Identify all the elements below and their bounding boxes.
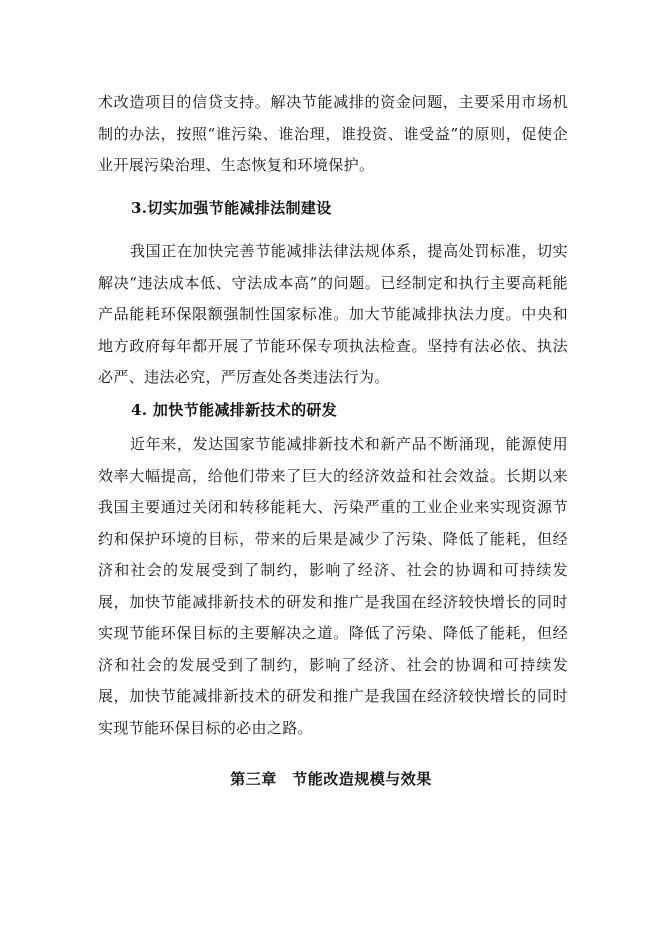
section-4-paragraph: 近年来，发达国家节能减排新技术和新产品不断涌现，能源使用效率大幅提高，给他们带来了巨大的经济效益和社会效益。长期以来我国主要通过关闭和转移能耗大、污染严重的工业企业来实现资源节约和保护环境的目标，带来的后果是减少了污染、降低了能耗，但经济和社会的发展受到了制约，影响了经济、社会的协调和可持续发展，加快节能减排新技术的研发和推广是我国在经济较快增长的同时实现节能环保目标的主要解决之道。降低了污染、降低了能耗，但经济和社会的发展受到了制约，影响了经济、社会的协调和可持续发展，加快节能减排新技术的研发和推广是我国在经济较快增长的同时实现节能环保目标的必由之路。 xyxy=(98,435,568,737)
intro-paragraph: 术改造项目的信贷支持。解决节能减排的资金问题，主要采用市场机制的办法，按照“谁污染、谁治理，谁投资、谁受益”的原则，促使企业开展污染治理、生态恢复和环境保护。 xyxy=(98,93,568,174)
section-3-heading: 3.切实加强节能减排法制建设 xyxy=(131,199,332,217)
section-3-paragraph: 我国正在加快完善节能减排法律法规体系，提高处罚标准，切实解决“违法成本低、守法成本高”的问题。已经制定和执行主要高耗能产品能耗环保限额强制性国家标准。加大节能减排执法力度。中央和地方政府每年都开展了节能环保专项执法检查。坚持有法必依、执法必严、违法必究，严厉查处各类违法行为。 xyxy=(98,242,568,386)
section-4-heading: 4. 加快节能减排新技术的研发 xyxy=(131,401,338,419)
chapter-3-title: 第三章 节能改造规模与效果 xyxy=(230,770,432,788)
